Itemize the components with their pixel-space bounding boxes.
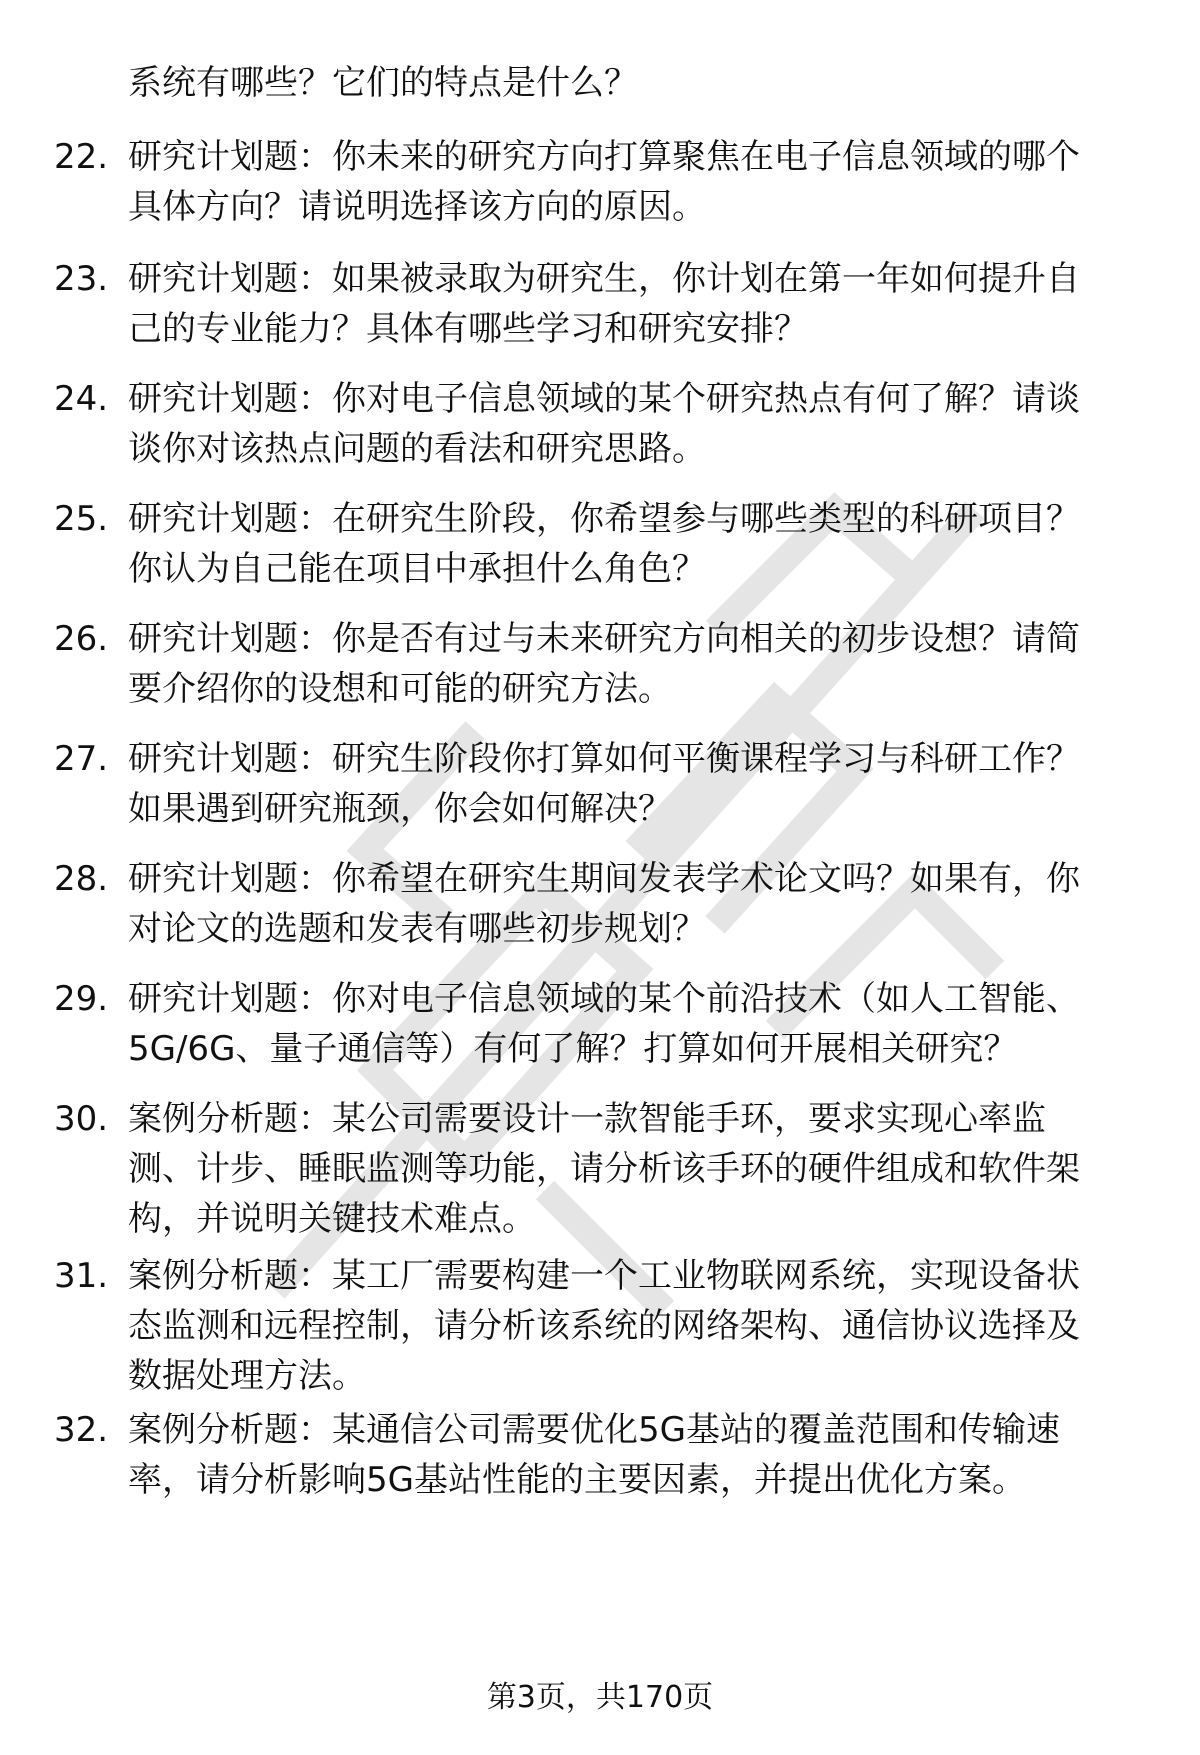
question-text-line: 案例分析题：某工厂需要构建一个工业物联网系统，实现设备状 <box>128 1256 1080 1296</box>
question-text-line: 研究计划题：如果被录取为研究生，你计划在第一年如何提升自 <box>128 259 1080 299</box>
question-number: 24. <box>54 379 109 419</box>
question-number: 31. <box>54 1256 109 1296</box>
continuation-text: 系统有哪些？它们的特点是什么？ <box>128 63 638 103</box>
question-number: 29. <box>54 979 109 1019</box>
question-text-line: 具体方向？请说明选择该方向的原因。 <box>128 187 706 227</box>
question-text-line: 态监测和远程控制，请分析该系统的网络架构、通信协议选择及 <box>128 1306 1080 1346</box>
question-number: 28. <box>54 859 109 899</box>
question-text-line: 案例分析题：某公司需要设计一款智能手环，要求实现心率监 <box>128 1099 1046 1139</box>
question-text-line: 要介绍你的设想和可能的研究方法。 <box>128 669 672 709</box>
question-number: 22. <box>54 137 109 177</box>
question-text-line: 研究计划题：你是否有过与未来研究方向相关的初步设想？请简 <box>128 619 1080 659</box>
question-text-line: 研究计划题：你未来的研究方向打算聚焦在电子信息领域的哪个 <box>128 137 1080 177</box>
question-number: 25. <box>54 499 109 539</box>
question-text-line: 研究计划题：在研究生阶段，你希望参与哪些类型的科研项目？ <box>128 499 1080 539</box>
question-text-line: 谈你对该热点问题的看法和研究思路。 <box>128 429 706 469</box>
question-number: 23. <box>54 259 109 299</box>
question-number: 26. <box>54 619 109 659</box>
question-text-line: 数据处理方法。 <box>128 1356 366 1396</box>
question-text-line: 研究计划题：你对电子信息领域的某个研究热点有何了解？请谈 <box>128 379 1080 419</box>
question-number: 27. <box>54 739 109 779</box>
question-text-line: 己的专业能力？具体有哪些学习和研究安排？ <box>128 309 808 349</box>
question-text-line: 构，并说明关键技术难点。 <box>128 1199 536 1239</box>
question-text-line: 研究计划题：你对电子信息领域的某个前沿技术（如人工智能、 <box>128 979 1080 1019</box>
question-text-line: 率，请分析影响5G基站性能的主要因素，并提出优化方案。 <box>128 1460 1026 1500</box>
question-text-line: 对论文的选题和发表有哪些初步规划？ <box>128 909 706 949</box>
question-text-line: 5G/6G、量子通信等）有何了解？打算如何开展相关研究？ <box>128 1029 1018 1069</box>
question-text-line: 测、计步、睡眠监测等功能，请分析该手环的硬件组成和软件架 <box>128 1149 1080 1189</box>
question-text-line: 你认为自己能在项目中承担什么角色？ <box>128 549 706 589</box>
question-number: 32. <box>54 1410 109 1450</box>
question-text-line: 案例分析题：某通信公司需要优化5G基站的覆盖范围和传输速 <box>128 1410 1060 1450</box>
question-text-line: 研究计划题：你希望在研究生期间发表学术论文吗？如果有，你 <box>128 859 1080 899</box>
question-text-line: 如果遇到研究瓶颈，你会如何解决？ <box>128 789 672 829</box>
page-footer: 第3页，共170页 <box>486 1680 714 1715</box>
question-text-line: 研究计划题：研究生阶段你打算如何平衡课程学习与科研工作？ <box>128 739 1080 779</box>
question-number: 30. <box>54 1099 109 1139</box>
